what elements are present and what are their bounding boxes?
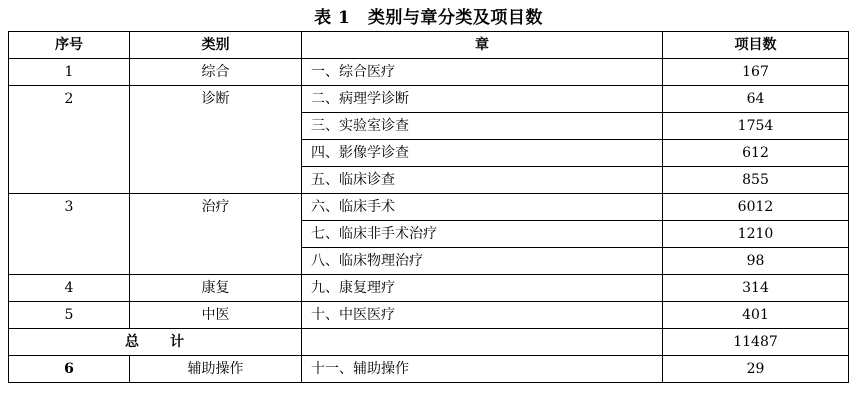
row-category: 中医 — [130, 302, 302, 329]
table-row — [9, 194, 849, 221]
row-chapter: 六、临床手术 — [302, 194, 663, 221]
header-count: 项目数 — [663, 32, 849, 59]
row-count: 401 — [663, 302, 849, 329]
row-seq: 4 — [9, 275, 130, 302]
table-row — [9, 356, 849, 383]
row-count: 1210 — [663, 221, 849, 248]
table-row — [9, 86, 849, 113]
row-seq: 1 — [9, 59, 130, 86]
row-seq: 3 — [9, 194, 130, 275]
row-chapter: 四、影像学诊查 — [302, 140, 663, 167]
row-category: 辅助操作 — [130, 356, 302, 383]
row-category: 综合 — [130, 59, 302, 86]
row-count: 29 — [663, 356, 849, 383]
table-row — [9, 59, 849, 86]
row-chapter: 九、康复理疗 — [302, 275, 663, 302]
row-category: 治疗 — [130, 194, 302, 275]
row-count: 612 — [663, 140, 849, 167]
row-count: 98 — [663, 248, 849, 275]
row-seq: 5 — [9, 302, 130, 329]
row-count: 855 — [663, 167, 849, 194]
total-count: 11487 — [663, 329, 849, 356]
row-count: 64 — [663, 86, 849, 113]
header-category: 类别 — [130, 32, 302, 59]
header-chapter: 章 — [302, 32, 663, 59]
table-row — [9, 275, 849, 302]
row-seq: 6 — [9, 356, 130, 383]
row-count: 314 — [663, 275, 849, 302]
row-count: 167 — [663, 59, 849, 86]
total-chapter-empty — [302, 329, 663, 356]
row-chapter: 十、中医医疗 — [302, 302, 663, 329]
total-label: 总 计 — [9, 329, 302, 356]
header-row — [9, 32, 849, 59]
row-category: 诊断 — [130, 86, 302, 194]
row-chapter: 十一、辅助操作 — [302, 356, 663, 383]
row-chapter: 八、临床物理治疗 — [302, 248, 663, 275]
row-chapter: 五、临床诊查 — [302, 167, 663, 194]
header-seq: 序号 — [9, 32, 130, 59]
category-chapter-table — [8, 31, 849, 383]
row-seq: 2 — [9, 86, 130, 194]
row-count: 1754 — [663, 113, 849, 140]
table-title: 表 1 类别与章分类及项目数 — [314, 8, 543, 28]
row-chapter: 二、病理学诊断 — [302, 86, 663, 113]
row-chapter: 一、综合医疗 — [302, 59, 663, 86]
table-row — [9, 302, 849, 329]
row-chapter: 七、临床非手术治疗 — [302, 221, 663, 248]
row-chapter: 三、实验室诊查 — [302, 113, 663, 140]
row-count: 6012 — [663, 194, 849, 221]
row-category: 康复 — [130, 275, 302, 302]
total-row — [9, 329, 849, 356]
